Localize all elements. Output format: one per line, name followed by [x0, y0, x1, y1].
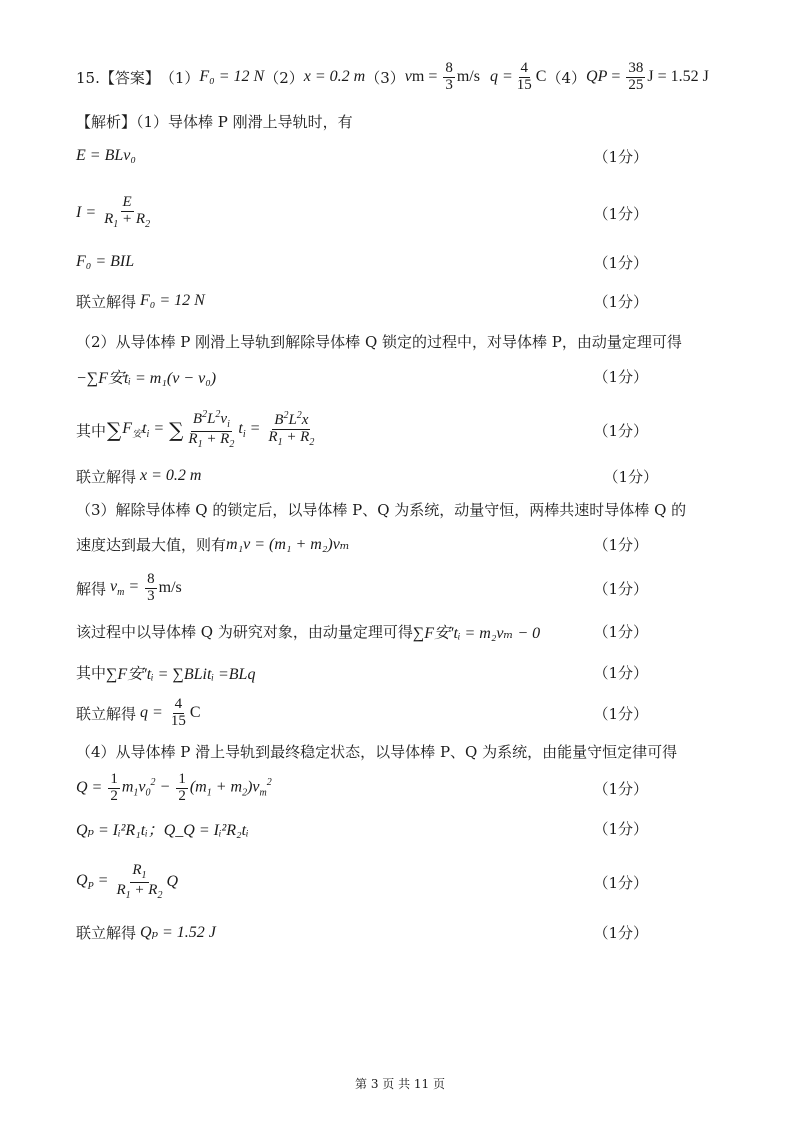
answer-part4-label: （4） [546, 68, 586, 87]
score-5: （1分） [593, 367, 648, 386]
step4-text-line [76, 736, 724, 766]
equation-momentum [76, 361, 724, 391]
answer-vm-unit: m/s [456, 68, 480, 85]
answer-prefix: 15.【答案】 [76, 68, 160, 87]
answer-vm-den: 3 [445, 76, 453, 93]
solve-q-line: 联立解得 q = $\frac{4}{15}$ C （1分） [76, 695, 648, 729]
answer-q-num: 4 [520, 59, 529, 76]
solve-x-text: 联立解得 [76, 467, 137, 486]
step2-text-line [76, 326, 724, 356]
answer-q-unit: C [535, 68, 547, 85]
process-line [76, 616, 724, 646]
step3-text2: 速度达到最大值，则有 [76, 535, 227, 554]
score-3: （1分） [593, 253, 648, 272]
eq-i-fraction: $\frac{E}{R_1 + R_2}$ [104, 194, 151, 231]
answer-q-den: 15 [516, 76, 532, 93]
equation-f0 [76, 247, 724, 277]
score-9: （1分） [593, 579, 648, 598]
score-14: （1分） [593, 819, 648, 838]
answer-qp-fraction [626, 61, 645, 94]
score-6: （1分） [593, 421, 648, 440]
answer-part3-label: （3） [365, 68, 405, 87]
where2-eq: ∑F安′tᵢ = ∑BLitᵢ =BLq [106, 665, 256, 683]
where2-line [76, 657, 724, 687]
qpq-eq: Qₚ = Iᵢ²R₁tᵢ；Q_Q = Iᵢ²R₂tᵢ [76, 821, 249, 839]
eq-e: E = BLv₀ [76, 147, 136, 164]
equation-q-energy: Q = $\frac{1}{2}$ $m_1v_0^2$ − $\frac{1}{2}$ $(m_1 + m_2)v_m^2$ （1分） [76, 770, 648, 804]
score-2: （1分） [593, 204, 648, 223]
score-12: （1分） [593, 704, 648, 723]
eq-momentum: −∑F安tᵢ = m₁(v − v₀) [76, 369, 217, 387]
equation-e [76, 141, 724, 171]
answer-part2-label: （2） [264, 68, 304, 87]
solve-f0-eq: F₀ = 12 N [140, 292, 205, 309]
step4-text: （4）从导体棒 P 滑上导轨到最终稳定状态，以导体棒 P、Q 为系统，由能量守恒定律可得 [76, 742, 678, 761]
answer-qp-den: 25 [628, 76, 644, 93]
score-7: （1分） [603, 467, 658, 486]
analysis-intro-text: 【解析】（1）导体棒 P 刚滑上导轨时，有 [76, 112, 353, 131]
solve-x-eq: x = 0.2 m [140, 467, 202, 484]
answer-part1: F₀ = 12 N [199, 68, 265, 85]
score-4: （1分） [593, 292, 648, 311]
step2-text: （2）从导体棒 P 刚滑上导轨到解除导体棒 Q 锁定的过程中，对导体棒 P，由动量定理可得 [76, 332, 682, 351]
answer-qp-num: 38 [628, 59, 644, 76]
answer-q-fraction [515, 61, 534, 94]
equation-qp-ratio: $Q_P$ = $\frac{R_1}{R_1 + R_2}$ Q （1分） [76, 862, 648, 901]
score-11: （1分） [593, 663, 648, 682]
answer-qp-tail: J = 1.52 J [647, 68, 709, 85]
score-1: （1分） [593, 147, 648, 166]
answer-vm-sub: m [411, 68, 425, 85]
answer-vm-num: 8 [445, 59, 453, 76]
score-13: （1分） [593, 779, 648, 798]
score-16: （1分） [593, 923, 648, 942]
equation-where: 其中 ∑ $F_安t_i$ = ∑ $\frac{B^2L^2v_i}{R_1 + R_2}$ $t_i$ = $\frac{B^2L^2x}{R_1 + R_2}$ （1分） [76, 409, 648, 450]
step3-text2-line [76, 529, 724, 559]
score-8: （1分） [593, 535, 648, 554]
final-eq: Qₚ = 1.52 J [140, 924, 216, 941]
answer-part1-label: （1） [159, 68, 200, 87]
score-10: （1分） [593, 622, 648, 641]
step3-eq: m₁v = (m₁ + m₂)vₘ [226, 536, 350, 553]
where2-text: 其中 [76, 663, 107, 682]
eq-f0: F₀ = BIL [76, 253, 135, 270]
process-text: 该过程中以导体棒 Q 为研究对象，由动量定理可得 [76, 622, 413, 641]
analysis-intro [76, 106, 724, 136]
solve-x-line [76, 461, 724, 491]
page-footer: 第 3 页 共 11 页 [355, 1077, 445, 1091]
solve-vm-line: 解得 $v_m$ = $\frac{8}{3}$ m/s （1分） [76, 570, 648, 604]
final-text: 联立解得 [76, 923, 137, 942]
answer-vm-fraction [443, 61, 455, 94]
score-15: （1分） [593, 873, 648, 892]
step3-text-line [76, 494, 724, 524]
solve-q-text: 联立解得 [76, 704, 137, 723]
answer-line: 15.【答案】 （1） F₀ = 12 N （2） x = 0.2 m （3） v m = $\frac{8}{3}$ m/s q = $\frac{4}{15}$ C （4） Q P = $\frac{38}{25}$ J = 1.52 J [76, 59, 709, 93]
final-line [76, 917, 724, 947]
solve-f0-text: 联立解得 [76, 292, 137, 311]
equation-qpq [76, 813, 724, 843]
answer-q-symbol: q = [489, 68, 513, 85]
answer-part2: x = 0.2 m [303, 68, 366, 85]
process-eq: ∑F安′tᵢ = m₂vₘ − 0 [412, 624, 541, 642]
step3-text: （3）解除导体棒 Q 的锁定后，以导体棒 P、Q 为系统，动量守恒，两棒共速时导体棒 Q 的 [76, 500, 687, 519]
equation-i: I = $\frac{E}{R_1 + R_2}$ （1分） [76, 194, 648, 231]
answer-vm-symbol: v [404, 68, 412, 85]
answer-qp-sub: P [597, 68, 608, 85]
solve-vm-text: 解得 [76, 579, 107, 598]
solve-f0-line [76, 286, 724, 316]
answer-qp-symbol: Q [586, 68, 598, 85]
